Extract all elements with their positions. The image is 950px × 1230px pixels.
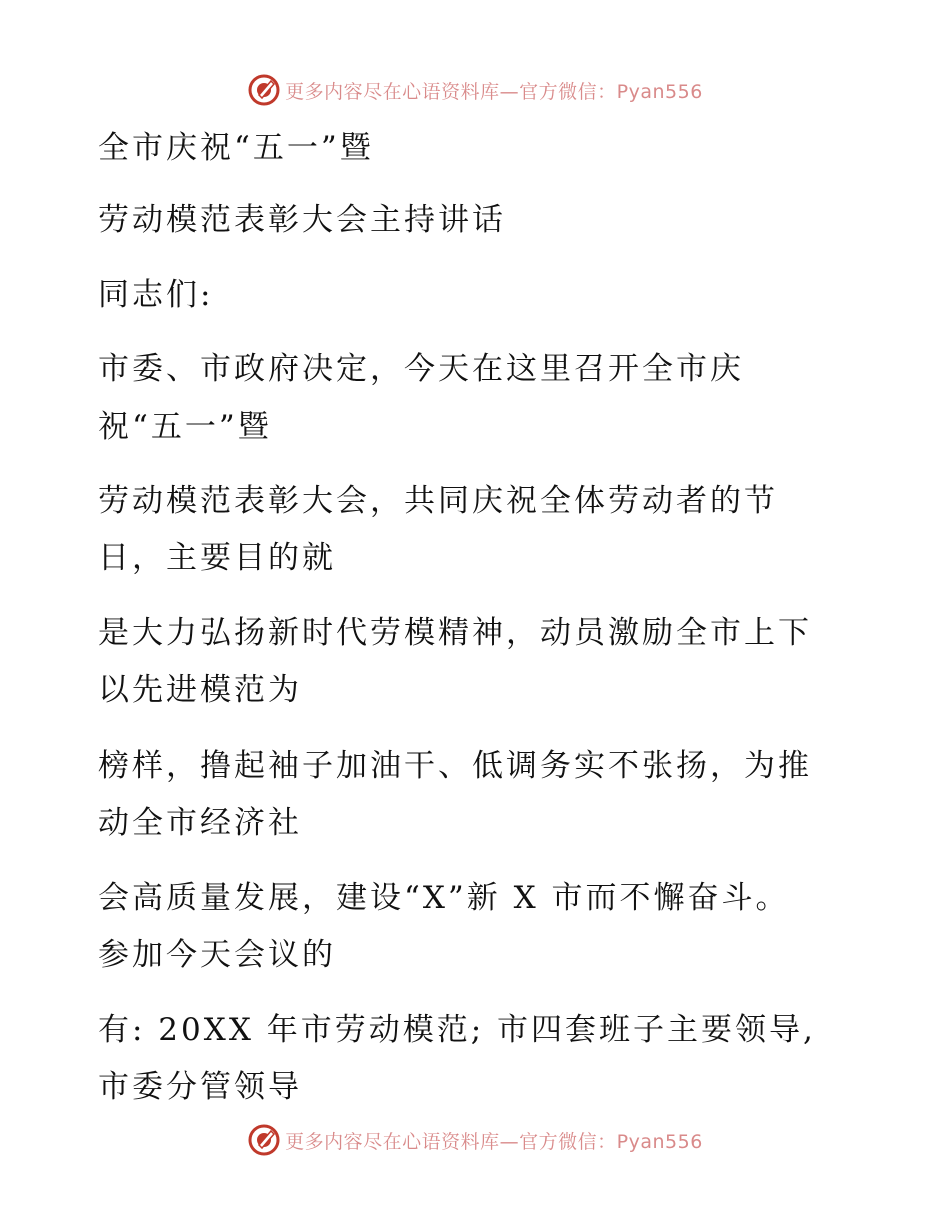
footer-banner xyxy=(0,1120,950,1160)
title-line-2: 劳动模范表彰大会主持讲话 xyxy=(98,202,506,238)
title-line-1: 全市庆祝“五一”暨 xyxy=(98,130,374,166)
paragraph-line: 日，主要目的就 xyxy=(98,540,336,576)
paragraph-line: 以先进模范为 xyxy=(98,672,302,708)
paragraph-line: 会高质量发展，建设“X”新 X 市而不懈奋斗。 xyxy=(98,880,790,916)
footer-banner-text: 更多内容尽在心语资料库—官方微信：Pyan556 xyxy=(285,1130,703,1153)
paragraph-line: 参加今天会议的 xyxy=(98,937,336,973)
header-banner xyxy=(0,70,950,110)
header-banner-text: 更多内容尽在心语资料库—官方微信：Pyan556 xyxy=(285,80,703,103)
paragraph-line: 祝“五一”暨 xyxy=(98,409,272,445)
paragraph-line: 市委分管领导 xyxy=(98,1069,302,1105)
paragraph-line: 劳动模范表彰大会，共同庆祝全体劳动者的节 xyxy=(98,483,778,519)
paragraph-line: 有: 20XX 年市劳动模范; 市四套班子主要领导, xyxy=(98,1012,816,1048)
paragraph-line: 动全市经济社 xyxy=(98,805,302,841)
salutation: 同志们: xyxy=(98,277,214,313)
paragraph-line: 市委、市政府决定，今天在这里召开全市庆 xyxy=(98,351,744,387)
logo-icon xyxy=(247,1123,281,1157)
paragraph-line: 是大力弘扬新时代劳模精神，动员激励全市上下 xyxy=(98,615,812,651)
logo-icon xyxy=(247,73,281,107)
paragraph-line: 榜样，撸起袖子加油干、低调务实不张扬，为推 xyxy=(98,748,812,784)
